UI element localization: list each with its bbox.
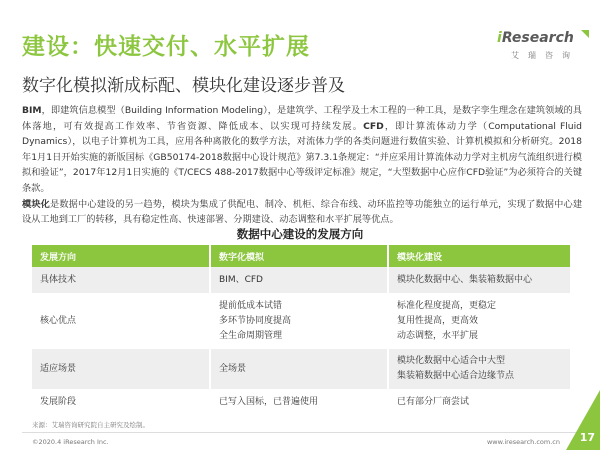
table-header-row [32,245,570,267]
text-cfd: ，即计算流体动力学（Computational Fluid Dynamics），以电子计算机为工具，应用各种离散化的数学方法，对流体力学的各类问题进行数值实验、计算机模拟和分析研究。2018年1月1日开始实施的新版国标《GB50174-2018数据中心设计规范》第7.3.1条规定：“并应采用计算流体动力学对主机房气流组织进行模拟和验证”，2017年12月1日实施的《T/CECS 488-2017数据中心等级评定标准》规定，“大型数据中心应作CFD验证”为必须符合的关键条款。 [22,120,583,194]
term-modular: 模块化 [22,198,51,210]
row-label: 核心优点 [32,293,210,349]
row-label: 发展阶段 [32,389,210,415]
cell-digital: BIM、CFD [210,267,388,293]
page-title: 建设：快速交付、水平扩展 [22,34,310,60]
table-row [32,389,570,415]
website-link[interactable]: www.iresearch.com.cn [486,438,560,446]
table-title: 数据中心建设的发展方向 [236,227,364,241]
table-row [32,267,570,293]
source-note: 来源：艾瑞咨询研究院自主研究及绘制。 [32,421,149,429]
copyright: ©2020.4 iResearch Inc. [32,438,109,446]
page-subtitle: 数字化模拟渐成标配、模块化建设逐步普及 [22,76,345,96]
text-bim: ，即建筑信息模型（Building Information Modeling），是建筑学、工程学及土木工程的一种工具，是数字孪生理念在建筑领域的具体落地，可有效提高工作效率、节省资源、降低成本、以实现可持续发展。 [22,105,582,132]
page-number: 17 [579,431,595,444]
paragraph-bim-cfd [22,103,582,197]
cell-modular: 模块化数据中心、集装箱数据中心 [388,267,570,293]
table-row [32,293,570,349]
table-row [32,349,570,389]
logo-cn-name: 艾瑞咨询 [511,51,579,60]
cell-modular: 模块化数据中心适合中大型 集装箱数据中心适合边缘节点 [388,349,570,389]
header-modular: 模块化建设 [388,245,570,267]
header-direction: 发展方向 [32,245,210,267]
body-paragraphs [22,103,582,228]
cell-modular: 标准化程度提高，更稳定 复用性提高，更高效 动态调整，水平扩展 [388,293,570,349]
text-modular: 是数据中心建设的另一趋势，模块为集成了供配电、制冷、机柜、综合布线、动环监控等功能独立的运行单元，实现了数据中心建设从工地到工厂的转移，具有稳定性高、快速部署、分期建设、动态调整和水平扩展等优点。 [22,198,583,226]
row-label: 具体技术 [32,267,210,293]
logo-corner-icon [581,30,589,38]
header-digital-sim: 数字化模拟 [210,245,388,267]
term-cfd: CFD [363,120,384,132]
cell-modular: 已有部分厂商尝试 [388,389,570,415]
paragraph-modular [22,197,582,228]
cell-digital: 全场景 [210,349,388,389]
logo-wordmark: iResearch [497,30,574,46]
iresearch-logo [497,30,589,70]
footer-divider [22,432,578,433]
cell-digital: 提前低成本试错 多环节协同度提高 全生命周期管理 [210,293,388,349]
cell-digital: 已写入国标，已普遍使用 [210,389,388,415]
term-bim: BIM [22,105,42,116]
development-table [32,245,570,415]
row-label: 适应场景 [32,349,210,389]
